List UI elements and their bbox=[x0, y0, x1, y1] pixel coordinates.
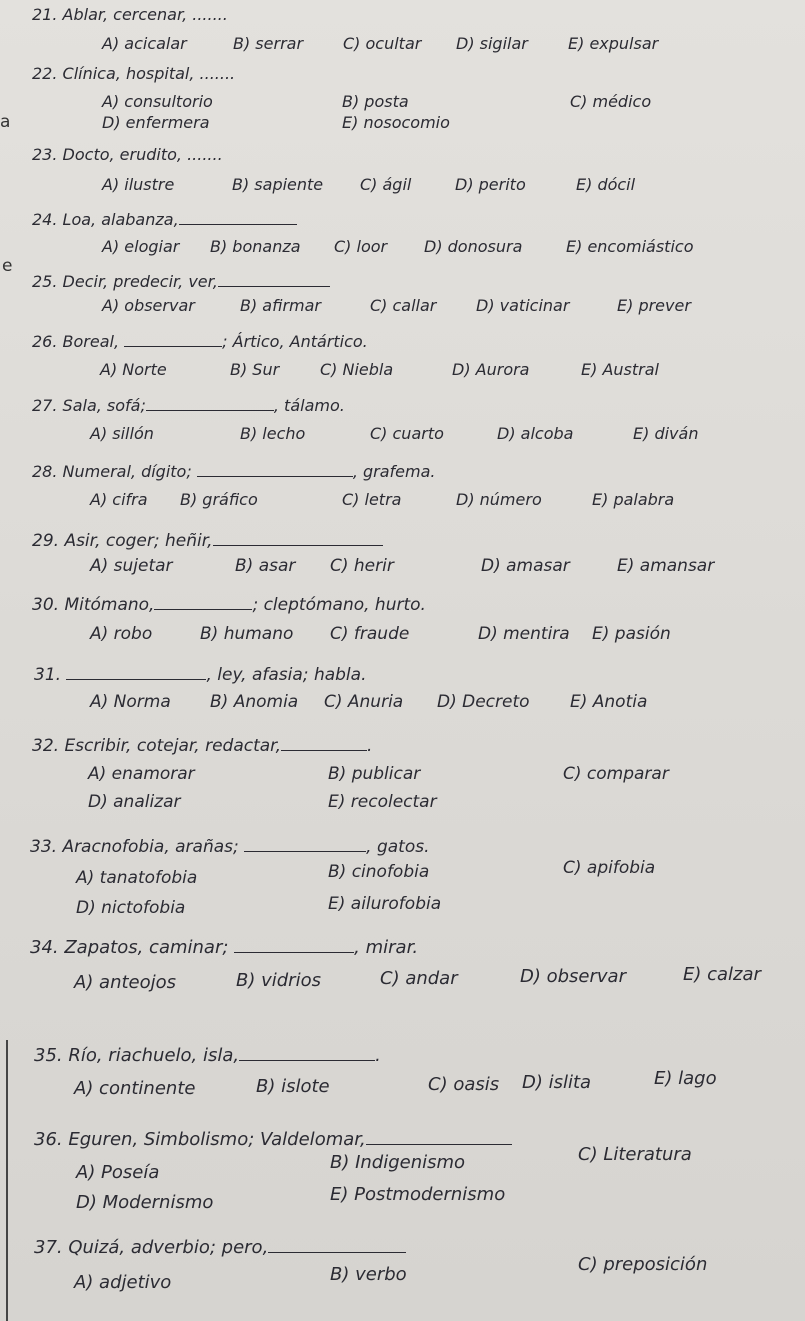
answer-blank bbox=[179, 208, 297, 225]
margin-mark: a bbox=[0, 112, 11, 132]
option: D) Decreto bbox=[437, 692, 530, 712]
question-31 bbox=[34, 662, 366, 685]
option: C) cuarto bbox=[370, 424, 444, 443]
answer-blank bbox=[154, 592, 252, 610]
option: B) gráfico bbox=[180, 490, 258, 509]
question-37 bbox=[34, 1234, 406, 1258]
option: B) sapiente bbox=[232, 175, 324, 194]
option: A) tanatofobia bbox=[76, 868, 198, 888]
question-text: 36. Eguren, Simbolismo; Valdelomar, bbox=[34, 1129, 366, 1150]
question-24 bbox=[32, 208, 297, 229]
question-text: 28. Numeral, dígito; bbox=[32, 462, 192, 481]
option: D) número bbox=[456, 490, 542, 509]
question-27 bbox=[32, 394, 345, 415]
question-33 bbox=[30, 834, 429, 857]
question-text: 30. Mitómano, bbox=[32, 595, 155, 615]
answer-blank bbox=[234, 934, 354, 953]
option: B) publicar bbox=[328, 764, 421, 784]
option: D) vaticinar bbox=[476, 296, 570, 315]
option: B) Anomia bbox=[210, 692, 299, 712]
option: E) pasión bbox=[592, 624, 671, 644]
option: A) sujetar bbox=[90, 556, 173, 576]
option: A) elogiar bbox=[102, 237, 180, 256]
option: E) expulsar bbox=[568, 34, 659, 53]
option: D) nictofobia bbox=[76, 898, 186, 918]
question-tail: , grafema. bbox=[352, 462, 436, 481]
option: C) preposición bbox=[578, 1254, 708, 1275]
option: B) vidrios bbox=[236, 970, 321, 991]
option: D) Aurora bbox=[452, 360, 530, 379]
option: E) dócil bbox=[576, 175, 636, 194]
option: C) fraude bbox=[330, 624, 410, 644]
option: A) anteojos bbox=[74, 972, 177, 993]
option: B) islote bbox=[256, 1076, 330, 1097]
option: C) ocultar bbox=[343, 34, 422, 53]
option: C) ágil bbox=[360, 175, 412, 194]
margin-mark: e bbox=[2, 256, 13, 276]
option: E) palabra bbox=[592, 490, 675, 509]
question-text: 31. bbox=[34, 665, 62, 685]
option: D) sigilar bbox=[456, 34, 528, 53]
option: C) andar bbox=[380, 968, 458, 989]
option: D) enfermera bbox=[102, 113, 210, 132]
option: C) herir bbox=[330, 556, 394, 576]
answer-blank bbox=[213, 528, 383, 546]
question-36 bbox=[34, 1126, 512, 1150]
option: B) Sur bbox=[230, 360, 280, 379]
answer-blank bbox=[146, 394, 274, 411]
option: A) acicalar bbox=[102, 34, 187, 53]
option: A) observar bbox=[102, 296, 195, 315]
question-text: 29. Asir, coger; heñir, bbox=[32, 531, 213, 551]
question-tail: , mirar. bbox=[354, 937, 419, 958]
option: C) Anuria bbox=[324, 692, 404, 712]
option: B) cinofobia bbox=[328, 862, 430, 882]
option: B) bonanza bbox=[210, 237, 301, 256]
option: A) sillón bbox=[90, 424, 154, 443]
answer-blank bbox=[66, 662, 206, 680]
question-text: 26. Boreal, bbox=[32, 332, 120, 351]
answer-blank bbox=[268, 1234, 406, 1253]
option: D) perito bbox=[455, 175, 526, 194]
option: C) oasis bbox=[428, 1074, 500, 1095]
option: C) apifobia bbox=[563, 858, 656, 878]
option: B) humano bbox=[200, 624, 294, 644]
option: A) robo bbox=[90, 624, 153, 644]
option: D) islita bbox=[522, 1072, 592, 1093]
option: C) Literatura bbox=[578, 1144, 692, 1165]
option: A) consultorio bbox=[102, 92, 213, 111]
option: E) amansar bbox=[617, 556, 715, 576]
option: C) médico bbox=[570, 92, 652, 111]
option: A) ilustre bbox=[102, 175, 175, 194]
option: E) Austral bbox=[581, 360, 659, 379]
option: B) serrar bbox=[233, 34, 304, 53]
question-22: 22. Clínica, hospital, ....... bbox=[32, 64, 236, 83]
option: C) comparar bbox=[563, 764, 669, 784]
question-tail: . bbox=[375, 1045, 381, 1066]
option: B) posta bbox=[342, 92, 409, 111]
option: E) diván bbox=[633, 424, 699, 443]
option: B) asar bbox=[235, 556, 296, 576]
answer-blank bbox=[244, 834, 366, 852]
option: E) calzar bbox=[683, 964, 761, 985]
question-text: 35. Río, riachuelo, isla, bbox=[34, 1045, 240, 1066]
answer-blank bbox=[197, 460, 353, 477]
question-tail: , ley, afasia; habla. bbox=[206, 665, 367, 685]
option: E) recolectar bbox=[328, 792, 437, 812]
option: B) verbo bbox=[330, 1264, 407, 1285]
question-29 bbox=[32, 528, 383, 551]
question-35 bbox=[34, 1042, 381, 1066]
option: D) Modernismo bbox=[76, 1192, 214, 1213]
option: A) Poseía bbox=[76, 1162, 160, 1183]
question-21: 21. Ablar, cercenar, ....... bbox=[32, 5, 228, 24]
question-text: 34. Zapatos, caminar; bbox=[30, 937, 229, 958]
question-34 bbox=[30, 934, 418, 958]
option: B) afirmar bbox=[240, 296, 321, 315]
option: D) mentira bbox=[478, 624, 570, 644]
question-32 bbox=[32, 733, 372, 756]
option: D) donosura bbox=[424, 237, 523, 256]
option: E) ailurofobia bbox=[328, 894, 442, 914]
answer-blank bbox=[366, 1126, 512, 1145]
option: A) cifra bbox=[90, 490, 148, 509]
question-tail: ; Ártico, Antártico. bbox=[222, 332, 368, 351]
option: C) letra bbox=[342, 490, 402, 509]
question-tail: . bbox=[367, 736, 373, 756]
option: C) loor bbox=[334, 237, 388, 256]
question-text: 33. Aracnofobia, arañas; bbox=[30, 837, 239, 857]
option: D) alcoba bbox=[497, 424, 574, 443]
question-text: 32. Escribir, cotejar, redactar, bbox=[32, 736, 282, 756]
margin-line bbox=[6, 1040, 8, 1321]
question-text: 27. Sala, sofá; bbox=[32, 396, 146, 415]
answer-blank bbox=[124, 330, 222, 347]
option: E) Postmodernismo bbox=[330, 1184, 506, 1205]
question-text: 24. Loa, alabanza, bbox=[32, 210, 179, 229]
answer-blank bbox=[281, 733, 367, 751]
option: E) encomiástico bbox=[566, 237, 694, 256]
option: B) Indigenismo bbox=[330, 1152, 466, 1173]
option: D) observar bbox=[520, 966, 626, 987]
option: E) lago bbox=[654, 1068, 717, 1089]
option: A) enamorar bbox=[88, 764, 195, 784]
question-tail: , gatos. bbox=[366, 837, 430, 857]
question-text: 37. Quizá, adverbio; pero, bbox=[34, 1237, 269, 1258]
question-28 bbox=[32, 460, 436, 481]
option: A) Norte bbox=[100, 360, 167, 379]
option: C) callar bbox=[370, 296, 437, 315]
answer-blank bbox=[239, 1042, 375, 1061]
option: E) Anotia bbox=[570, 692, 648, 712]
question-25 bbox=[32, 270, 330, 291]
option: A) adjetivo bbox=[74, 1272, 172, 1293]
question-text: 25. Decir, predecir, ver, bbox=[32, 272, 218, 291]
question-23: 23. Docto, erudito, ....... bbox=[32, 145, 223, 164]
option: E) nosocomio bbox=[342, 113, 450, 132]
answer-blank bbox=[218, 270, 330, 287]
question-tail: , tálamo. bbox=[273, 396, 345, 415]
question-26 bbox=[32, 330, 368, 351]
option: C) Niebla bbox=[320, 360, 394, 379]
option: A) continente bbox=[74, 1078, 196, 1099]
option: A) Norma bbox=[90, 692, 171, 712]
question-30 bbox=[32, 592, 426, 615]
option: D) amasar bbox=[481, 556, 570, 576]
option: D) analizar bbox=[88, 792, 181, 812]
option: B) lecho bbox=[240, 424, 306, 443]
question-tail: ; cleptómano, hurto. bbox=[252, 595, 426, 615]
option: E) prever bbox=[617, 296, 691, 315]
